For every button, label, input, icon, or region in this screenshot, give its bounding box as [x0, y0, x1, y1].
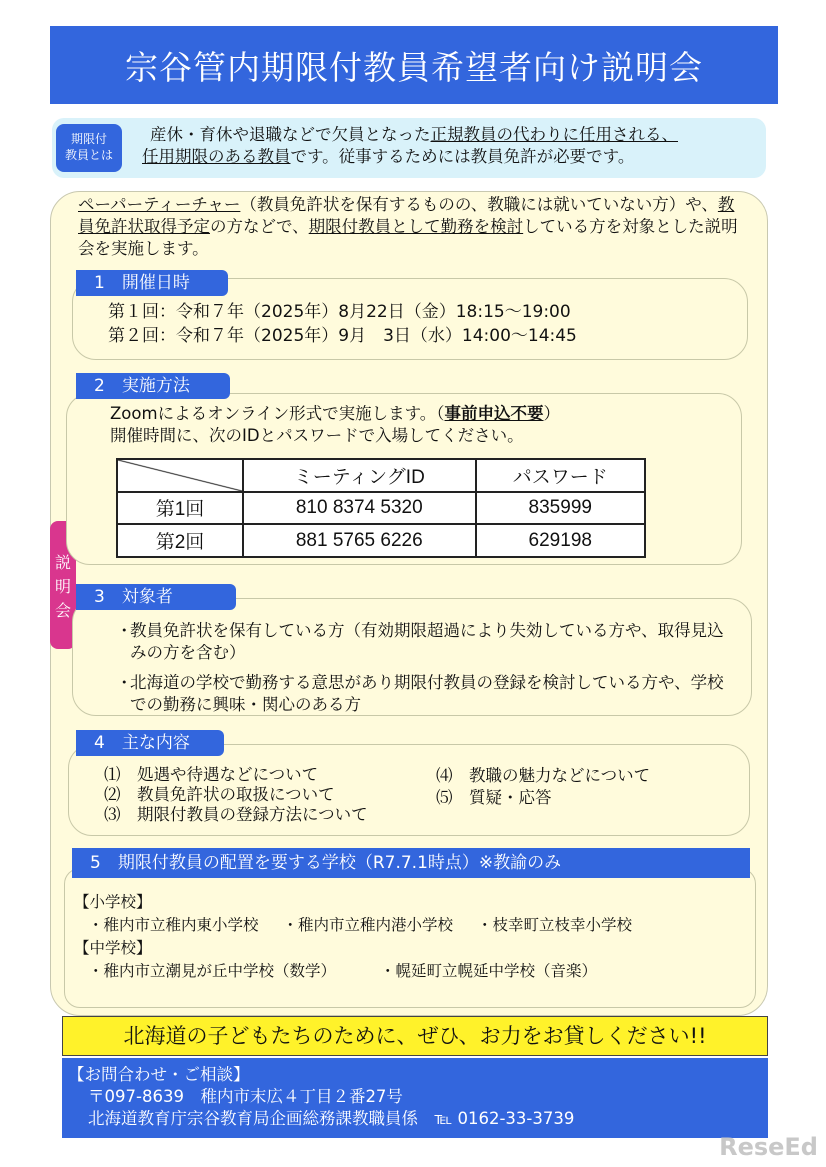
junior-heading: 【中学校】 [74, 939, 152, 957]
side-tab-char: 説 [54, 553, 71, 572]
section5-label: 5 期限付教員の配置を要する学校（R7.7.1時点）※教諭のみ [72, 848, 750, 878]
content-item: ⑴ 処遇や待遇などについて [104, 765, 319, 784]
no-registration-note: 事前申込不要 [444, 404, 544, 423]
slogan-banner: 北海道の子どもたちのために、ぜひ、お力をお貸しください!! [62, 1016, 768, 1056]
school-item: ・枝幸町立枝幸小学校 [477, 916, 633, 934]
schedule-second: 第２回：令和７年（2025年）9月 3日（水）14:00～14:45 [108, 326, 577, 346]
junior-schools [74, 960, 754, 983]
target-list [116, 620, 726, 724]
side-tab-char: 明 [54, 577, 71, 596]
row-label: 第2回 [117, 524, 243, 557]
method-text-part: ） [543, 404, 561, 423]
definition-label [56, 124, 122, 172]
school-item: ・稚内市立潮見が丘中学校（数学） [88, 962, 337, 980]
page-title: 宗谷管内期限付教員希望者向け説明会 [50, 26, 778, 104]
contact-address: 〒097-8639 稚内市末広４丁目２番27号 [88, 1087, 403, 1106]
password-value: 835999 [476, 492, 645, 525]
list-item: ・ 北海道の学校で勤務する意思があり期限付教員の登録を検討している方や、学校での勤務に興味・関心のある方 [116, 672, 726, 716]
meeting-id-value: 810 8374 5320 [243, 492, 476, 525]
intro-part: （教員免許状を保有するものの、教職には就いていない方）や、 [240, 195, 718, 214]
section3-label: 3 対象者 [76, 584, 236, 610]
intro-underlined: ペーパーティーチャー [78, 195, 241, 214]
method-text-part: Zoomによるオンライン形式で実施します。（ [110, 404, 445, 423]
table-header-row [117, 459, 645, 492]
section4-label: 4 主な内容 [76, 730, 224, 756]
elementary-schools [74, 914, 754, 937]
elementary-heading: 【小学校】 [74, 893, 152, 911]
meeting-id-value: 881 5765 6226 [243, 524, 476, 557]
header-password: パスワード [476, 459, 645, 492]
definition-text-underlined: 任用期限のある教員 [142, 147, 291, 166]
header-meeting-id: ミーティングID [243, 459, 476, 492]
intro-underlined: 教員免許状取得予定 [78, 195, 735, 236]
contact-box [62, 1058, 768, 1138]
definition-text-part: 産休・育休や退職などで欠員となった [150, 125, 431, 144]
definition-label-line1: 期限付 [70, 132, 107, 146]
intro-underlined: 期限付教員として勤務を検討 [308, 217, 524, 236]
definition-label-line2: 教員とは [64, 148, 113, 162]
school-item: ・幌延町立幌延中学校（音楽） [380, 962, 598, 980]
table-row [117, 492, 645, 525]
table-row [117, 524, 645, 557]
intro-part: している方を対象とした説明会を実施します。 [78, 217, 738, 258]
section2-label: 2 実施方法 [76, 373, 230, 399]
definition-box [52, 118, 766, 178]
table-corner-cell [117, 459, 243, 492]
list-item: ・ 教員免許状を保有している方（有効期限超過により失効している方や、取得見込みの方を含む） [116, 620, 726, 664]
section1-label: 1 開催日時 [76, 270, 228, 296]
watermark-logo: ReseEd [719, 1133, 818, 1161]
content-item: ⑷ 教職の魅力などについて [436, 766, 651, 785]
list-item-text: 北海道の学校で勤務する意思があり期限付教員の登録を検討している方や、学校での勤務に興味・関心のある方 [130, 673, 724, 714]
intro-part: の方などで、 [210, 217, 309, 236]
content-item: ⑵ 教員免許状の取扱について [104, 785, 335, 804]
content-item: ⑶ 期限付教員の登録方法について [104, 805, 368, 824]
definition-text-underlined: 正規教員の代わりに任用される、 [430, 125, 678, 144]
definition-text [142, 124, 762, 168]
contact-phone: ℡ 0162-33-3739 [434, 1109, 575, 1128]
method-instruction: 開催時間に、次のIDとパスワードで入場してください。 [110, 426, 524, 445]
contact-heading: 【お問合わせ・ご相談】 [68, 1065, 250, 1084]
school-list [74, 891, 754, 983]
side-tab-char: 会 [54, 601, 71, 620]
school-item: ・稚内市立稚内港小学校 [282, 916, 454, 934]
definition-text-part: です。従事するためには教員免許が必要です。 [290, 147, 635, 166]
school-item: ・稚内市立稚内東小学校 [88, 916, 259, 934]
row-label: 第1回 [117, 492, 243, 525]
schedule [108, 300, 577, 348]
contact-office: 北海道教育庁宗谷教育局企画総務課教職員係 [88, 1109, 418, 1128]
schedule-first: 第１回：令和７年（2025年）8月22日（金）18:15～19:00 [108, 302, 571, 322]
content-item: ⑸ 質疑・応答 [436, 788, 552, 807]
intro-text [78, 194, 748, 260]
list-item-text: 教員免許状を保有している方（有効期限超過により失効している方や、取得見込みの方を含む） [130, 621, 724, 662]
password-value: 629198 [476, 524, 645, 557]
method-text [110, 403, 560, 447]
meeting-id-table [116, 458, 646, 558]
